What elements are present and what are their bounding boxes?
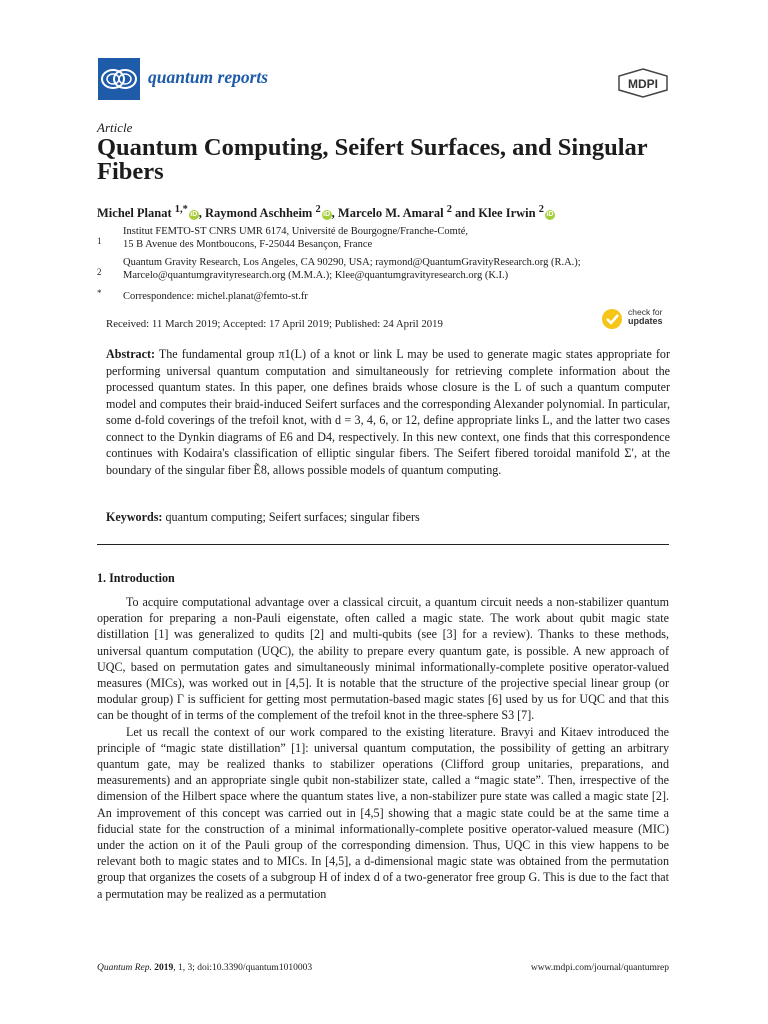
orcid-icon[interactable]: iD [323,211,331,219]
publication-dates: Received: 11 March 2019; Accepted: 17 April 2019; Published: 24 April 2019 [106,318,443,330]
author-affiliation: 1,* [174,204,188,215]
mdpi-logo-icon [617,68,669,98]
keywords-label: Keywords: [106,510,163,524]
abstract-text: The fundamental group π1(L) of a knot or link L may be used to generate magic states appropriate for performing universal quantum computation and simultaneously for retrieving complete information about the processed quantum states. In this paper, one defines braids whose closure is the L of such a quantum computer model and computes their braid-induced Seifert surfaces and the corresponding Alexander polynomial. In particular, some d-fold coverings of the trefoil knot, with d = 3, 4, 6, or 12, define appropriate links L, and the latter two cases connect to the Dynkin diagrams of E6 and D4, respectively. In this new context, one finds that this correspondence continues with Kodaira's classification of elliptic singular fibers. The Seifert fibered toroidal manifold Σ′, at the boundary of the singular fiber Ẽ8, allows possible models of quantum computing. [106,347,670,477]
keywords [106,510,420,525]
paragraph: Let us recall the context of our work compared to the existing literature. Bravyi and Kitaev introduced the principle of “magic state distillation” [1]: universal quantum computation, the possibility of getting an arbitrary quantum gate, may be realized thanks to stabilizer operations (Clifford group unitaries, preparations, and measurements) and an appropriate single qubit non-stabilizer state, called a “magic state”. Then, irrespective of the dimension of the Hilbert space where the quantum states live, a non-stabilizer pure state was called a magic state [2]. An improvement of this concept was carried out in [4,5] showing that a magic state could be at the same time a fiducial state for the construction of a minimal informationally-complete positive operator-valued measure (MIC) under the action on it of the Pauli group of the corresponding dimension. Thus, UQC in this view happens to be relevant both to magic states and to MICs. In [4,5], a d-dimensional magic state was obtained from the permutation group that organizes the cosets of a subgroup H of index d of a two-generator free group G. This is due to the fact that a permutation may be realized as a permutation [97,724,669,901]
author-name: Michel Planat [97,206,172,221]
abstract-label: Abstract: [106,347,156,361]
check-updates-label[interactable]: check for updates [628,307,663,326]
author-affiliation: 2 [446,204,452,215]
correspondence: * Correspondence: michel.planat@femto-st.fr [97,288,308,302]
abstract [106,346,670,478]
author-affiliation: 2 [538,204,544,215]
author-name: Marcelo M. Amaral [337,206,444,221]
footer-citation: Quantum Rep. 2019, 1, 3; doi:10.3390/quantum1010003 [97,963,313,973]
publisher-name: MDPI [628,77,658,91]
journal-logo-icon [98,58,140,100]
body-text [97,594,669,902]
paragraph: To acquire computational advantage over a classical circuit, a quantum circuit needs a non-stabilizer quantum operation for preparing a non-Pauli eigenstate, often called a magic state. The work about qubit magic state distillation [1] was generalized to qudits [2] and multi-qubits (see [3] for a review). Thanks to these methods, universal quantum computation (UQC), the ability to prepare every quantum gate, is possible. A new approach of UQC, based on permutation gates and simultaneously minimal informationally-complete positive operator-valued measures (MICs), was worked out in [4,5]. It is notable that the structure of the projective special linear group (or modular group) Γ is sufficient for getting most permutation-based magic states [6] used by us for UQC and that this can be thought of in terms of the complement of the trefoil knot in the three-sphere S3 [7]. [97,595,669,723]
keywords-text: quantum computing; Seifert surfaces; singular fibers [165,510,420,524]
journal-name: quantum reports [148,67,269,87]
affiliation-1: 1Institut FEMTO-ST CNRS UMR 6174, Université de Bourgogne/Franche-Comté, 15 B Avenue des Montboucons, F-25044 Besançon, France [97,226,469,250]
orcid-icon[interactable]: iD [190,211,198,219]
section-heading: 1. Introduction [97,571,175,585]
author-list: Michel Planat $^{1,*}$ iD , Raymond Aschheim $^2$ iD , Marcelo M. Amaral $^2$ and Klee Irwin $^2$ iD [97,204,554,221]
article-type: Article [97,120,133,135]
author-affiliation: 2 [315,204,321,215]
orcid-icon[interactable]: iD [546,211,554,219]
section-divider [97,544,669,545]
footer-url[interactable]: www.mdpi.com/journal/quantumrep [530,963,669,973]
affiliation-2: 2Quantum Gravity Research, Los Angeles, CA 90290, USA; raymond@QuantumGravityResearch.org (R.A.); Marcelo@quantumgravityresearch.org (M.M.A.); Klee@quantumgravityresearch.org (K.I.) [97,257,581,281]
author-name: Klee Irwin [478,206,536,221]
paper-title: Quantum Computing, Seifert Surfaces, and Singular Fibers [97,134,648,185]
author-name: Raymond Aschheim [205,206,313,221]
